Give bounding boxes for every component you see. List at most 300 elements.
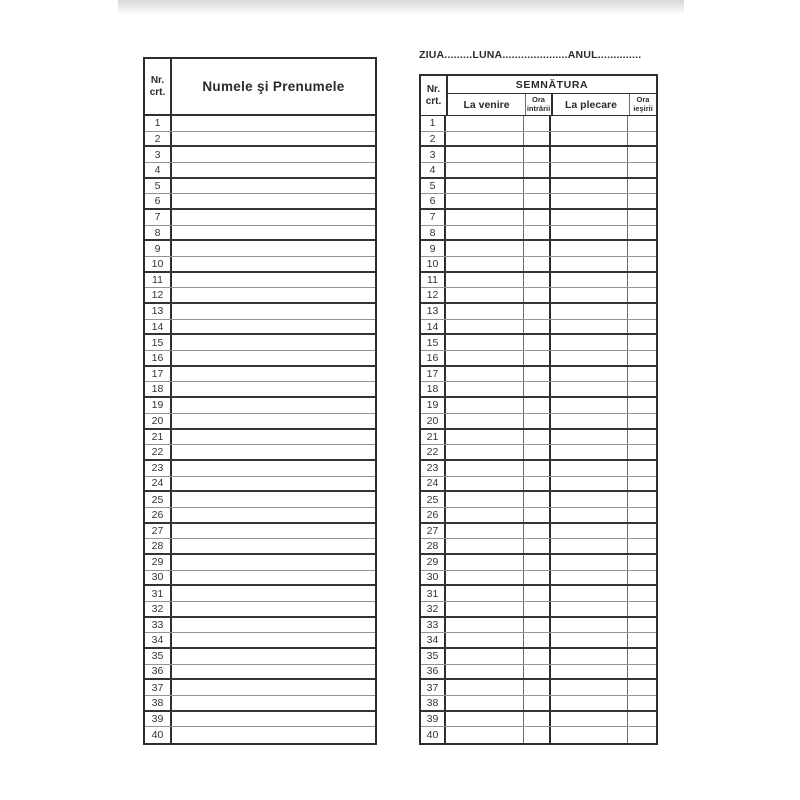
name-entry-cell bbox=[172, 571, 375, 585]
row-number: 33 bbox=[145, 618, 172, 633]
arrival-time-cell bbox=[524, 508, 551, 522]
arrival-signature-cell bbox=[446, 414, 524, 428]
arrival-signature-cell bbox=[446, 194, 524, 208]
table-row bbox=[421, 335, 656, 351]
table-row bbox=[145, 539, 375, 555]
arrival-time-cell bbox=[524, 524, 551, 539]
departure-time-cell bbox=[628, 696, 656, 710]
name-entry-cell bbox=[172, 680, 375, 695]
table-row bbox=[145, 257, 375, 273]
row-number: 6 bbox=[421, 194, 446, 208]
arrival-time-cell bbox=[524, 492, 551, 507]
table-row bbox=[421, 194, 656, 210]
row-number: 13 bbox=[145, 304, 172, 319]
arrival-signature-cell bbox=[446, 492, 524, 507]
departure-time-cell bbox=[628, 414, 656, 428]
departure-time-cell bbox=[628, 398, 656, 413]
departure-time-cell bbox=[628, 241, 656, 256]
departure-signature-cell bbox=[551, 179, 628, 194]
row-number: 16 bbox=[145, 351, 172, 365]
departure-signature-cell bbox=[551, 555, 628, 570]
departure-signature-cell bbox=[551, 226, 628, 240]
departure-time-cell bbox=[628, 179, 656, 194]
row-number: 5 bbox=[421, 179, 446, 194]
table-row bbox=[145, 241, 375, 257]
row-number: 2 bbox=[421, 132, 446, 146]
table-row bbox=[145, 288, 375, 304]
departure-signature-cell bbox=[551, 147, 628, 162]
table-row bbox=[145, 398, 375, 414]
names-table-body bbox=[145, 116, 375, 743]
departure-signature-cell bbox=[551, 602, 628, 616]
table-row bbox=[421, 602, 656, 618]
row-number: 19 bbox=[421, 398, 446, 413]
arrival-time-cell bbox=[524, 477, 551, 491]
arrival-time-cell bbox=[524, 680, 551, 695]
departure-time-cell bbox=[628, 602, 656, 616]
arrival-time-cell bbox=[524, 304, 551, 319]
departure-time-cell bbox=[628, 586, 656, 601]
name-entry-cell bbox=[172, 241, 375, 256]
departure-time-cell bbox=[628, 382, 656, 396]
arrival-time-cell bbox=[524, 398, 551, 413]
table-row bbox=[145, 555, 375, 571]
table-row bbox=[421, 633, 656, 649]
nr-label: Nr. bbox=[426, 84, 441, 95]
departure-time-cell bbox=[628, 508, 656, 522]
arrival-signature-cell bbox=[446, 586, 524, 601]
arrival-time-cell bbox=[524, 633, 551, 647]
row-number: 6 bbox=[145, 194, 172, 208]
row-number: 9 bbox=[421, 241, 446, 256]
table-row bbox=[145, 226, 375, 242]
arrival-signature-cell bbox=[446, 226, 524, 240]
departure-time-cell bbox=[628, 226, 656, 240]
row-number: 30 bbox=[421, 571, 446, 585]
row-number: 24 bbox=[421, 477, 446, 491]
nr-label: Nr. bbox=[150, 75, 165, 86]
table-row bbox=[421, 430, 656, 446]
arrival-time-cell bbox=[524, 602, 551, 616]
arrival-time-cell bbox=[524, 257, 551, 271]
name-entry-cell bbox=[172, 524, 375, 539]
table-row bbox=[421, 696, 656, 712]
row-number: 3 bbox=[421, 147, 446, 162]
arrival-time-cell bbox=[524, 539, 551, 553]
row-number: 33 bbox=[421, 618, 446, 633]
table-row bbox=[421, 398, 656, 414]
departure-signature-cell bbox=[551, 335, 628, 350]
departure-time-cell bbox=[628, 116, 656, 131]
row-number: 12 bbox=[421, 288, 446, 302]
departure-signature-cell bbox=[551, 132, 628, 146]
departure-signature-cell bbox=[551, 712, 628, 727]
row-number: 15 bbox=[421, 335, 446, 350]
departure-signature-cell bbox=[551, 633, 628, 647]
signature-subheaders bbox=[448, 94, 656, 115]
row-number: 13 bbox=[421, 304, 446, 319]
table-row bbox=[421, 477, 656, 493]
name-entry-cell bbox=[172, 430, 375, 445]
arrival-signature-cell bbox=[446, 539, 524, 553]
departure-signature-cell bbox=[551, 445, 628, 459]
departure-signature-cell bbox=[551, 288, 628, 302]
departure-time-cell bbox=[628, 665, 656, 679]
row-number: 27 bbox=[145, 524, 172, 539]
row-number: 23 bbox=[421, 461, 446, 476]
table-row bbox=[145, 351, 375, 367]
day-month-year-line: ZIUA.........LUNA.....................ANUL.............. bbox=[419, 49, 642, 61]
table-row bbox=[421, 226, 656, 242]
row-number: 24 bbox=[145, 477, 172, 491]
arrival-time-cell bbox=[524, 320, 551, 334]
departure-time-cell bbox=[628, 273, 656, 288]
name-entry-cell bbox=[172, 602, 375, 616]
row-number: 29 bbox=[421, 555, 446, 570]
departure-signature-cell bbox=[551, 273, 628, 288]
arrival-signature-cell bbox=[446, 696, 524, 710]
name-entry-cell bbox=[172, 461, 375, 476]
row-number: 37 bbox=[421, 680, 446, 695]
arrival-signature-cell bbox=[446, 179, 524, 194]
row-number: 20 bbox=[421, 414, 446, 428]
name-entry-cell bbox=[172, 586, 375, 601]
table-row bbox=[145, 712, 375, 728]
arrival-time-cell bbox=[524, 367, 551, 382]
table-row bbox=[145, 618, 375, 634]
departure-signature-cell bbox=[551, 727, 628, 743]
row-number: 9 bbox=[145, 241, 172, 256]
name-entry-cell bbox=[172, 492, 375, 507]
departure-time-cell bbox=[628, 367, 656, 382]
row-number: 4 bbox=[145, 163, 172, 177]
arrival-time-cell bbox=[524, 226, 551, 240]
departure-time-cell bbox=[628, 132, 656, 146]
arrival-signature-cell bbox=[446, 477, 524, 491]
departure-signature-cell bbox=[551, 398, 628, 413]
arrival-time-cell bbox=[524, 163, 551, 177]
table-row bbox=[145, 273, 375, 289]
table-row bbox=[421, 116, 656, 132]
row-number: 29 bbox=[145, 555, 172, 570]
table-row bbox=[145, 335, 375, 351]
arrival-signature-cell bbox=[446, 288, 524, 302]
table-row bbox=[421, 351, 656, 367]
table-row bbox=[421, 649, 656, 665]
arrival-signature-cell bbox=[446, 555, 524, 570]
arrival-time-cell bbox=[524, 147, 551, 162]
name-entry-cell bbox=[172, 288, 375, 302]
table-row bbox=[421, 586, 656, 602]
table-row bbox=[421, 555, 656, 571]
arrival-signature-cell bbox=[446, 727, 524, 743]
table-row bbox=[421, 179, 656, 195]
arrival-signature-cell bbox=[446, 257, 524, 271]
arrival-time-cell bbox=[524, 116, 551, 131]
departure-time-cell bbox=[628, 477, 656, 491]
table-row bbox=[145, 304, 375, 320]
arrival-time-cell bbox=[524, 351, 551, 365]
departure-signature-cell bbox=[551, 257, 628, 271]
arrival-signature-cell bbox=[446, 430, 524, 445]
departure-signature-cell bbox=[551, 320, 628, 334]
row-number: 26 bbox=[145, 508, 172, 522]
table-row bbox=[145, 649, 375, 665]
row-number: 35 bbox=[145, 649, 172, 664]
departure-time-cell bbox=[628, 147, 656, 162]
departure-signature-cell bbox=[551, 571, 628, 585]
signature-table-header bbox=[421, 76, 656, 116]
name-entry-cell bbox=[172, 696, 375, 710]
row-number: 22 bbox=[145, 445, 172, 459]
table-row bbox=[421, 539, 656, 555]
row-number: 10 bbox=[421, 257, 446, 271]
arrival-time-cell bbox=[524, 696, 551, 710]
row-number: 4 bbox=[421, 163, 446, 177]
row-number: 12 bbox=[145, 288, 172, 302]
departure-signature-cell bbox=[551, 696, 628, 710]
arrival-time-cell bbox=[524, 288, 551, 302]
arrival-time-cell bbox=[524, 414, 551, 428]
row-number: 7 bbox=[421, 210, 446, 225]
table-row bbox=[421, 320, 656, 336]
name-entry-cell bbox=[172, 414, 375, 428]
row-number: 35 bbox=[421, 649, 446, 664]
departure-time-cell bbox=[628, 461, 656, 476]
table-row bbox=[421, 445, 656, 461]
name-entry-cell bbox=[172, 382, 375, 396]
row-number: 40 bbox=[421, 727, 446, 743]
signature-table-body bbox=[421, 116, 656, 743]
arrival-time-cell bbox=[524, 194, 551, 208]
signature-group-title: SEMNĂTURA bbox=[448, 76, 656, 94]
name-entry-cell bbox=[172, 210, 375, 225]
row-number: 11 bbox=[145, 273, 172, 288]
row-number: 39 bbox=[421, 712, 446, 727]
row-number: 23 bbox=[145, 461, 172, 476]
departure-time-cell bbox=[628, 712, 656, 727]
table-row bbox=[421, 163, 656, 179]
row-number: 39 bbox=[145, 712, 172, 727]
table-row bbox=[421, 367, 656, 383]
row-number: 36 bbox=[145, 665, 172, 679]
table-row bbox=[145, 665, 375, 681]
row-number: 27 bbox=[421, 524, 446, 539]
table-row bbox=[145, 194, 375, 210]
nr-crt-header-cell bbox=[421, 76, 448, 115]
arrival-time-cell bbox=[524, 241, 551, 256]
crt-label: crt. bbox=[149, 86, 166, 98]
row-number: 10 bbox=[145, 257, 172, 271]
name-column-header: Numele şi Prenumele bbox=[202, 79, 345, 94]
table-row bbox=[145, 680, 375, 696]
departure-signature-cell bbox=[551, 210, 628, 225]
departure-signature-cell bbox=[551, 194, 628, 208]
table-row bbox=[421, 680, 656, 696]
table-row bbox=[421, 147, 656, 163]
table-row bbox=[421, 241, 656, 257]
row-number: 25 bbox=[421, 492, 446, 507]
row-number: 14 bbox=[145, 320, 172, 334]
table-row bbox=[145, 430, 375, 446]
arrival-signature-cell bbox=[446, 273, 524, 288]
departure-signature-cell bbox=[551, 524, 628, 539]
arrival-signature-cell bbox=[446, 665, 524, 679]
row-number: 1 bbox=[145, 116, 172, 131]
departure-signature-cell bbox=[551, 163, 628, 177]
table-row bbox=[145, 524, 375, 540]
departure-time-column-header: Ora ieşirii bbox=[633, 95, 653, 113]
table-row bbox=[421, 727, 656, 743]
table-row bbox=[421, 618, 656, 634]
departure-time-cell bbox=[628, 430, 656, 445]
departure-time-cell bbox=[628, 194, 656, 208]
departure-signature-cell bbox=[551, 367, 628, 382]
arrival-time-cell bbox=[524, 132, 551, 146]
row-number: 37 bbox=[145, 680, 172, 695]
arrival-time-cell bbox=[524, 618, 551, 633]
departure-signature-cell bbox=[551, 680, 628, 695]
table-row bbox=[145, 477, 375, 493]
row-number: 31 bbox=[421, 586, 446, 601]
crt-label: crt. bbox=[425, 95, 442, 107]
arrival-signature-cell bbox=[446, 445, 524, 459]
table-row bbox=[421, 712, 656, 728]
table-row bbox=[421, 665, 656, 681]
arrival-time-cell bbox=[524, 555, 551, 570]
name-entry-cell bbox=[172, 304, 375, 319]
table-row bbox=[145, 179, 375, 195]
arrival-time-cell bbox=[524, 649, 551, 664]
row-number: 21 bbox=[421, 430, 446, 445]
name-entry-cell bbox=[172, 649, 375, 664]
departure-signature-cell bbox=[551, 304, 628, 319]
table-row bbox=[145, 414, 375, 430]
table-row bbox=[145, 163, 375, 179]
row-number: 34 bbox=[421, 633, 446, 647]
departure-signature-cell bbox=[551, 586, 628, 601]
table-row bbox=[421, 461, 656, 477]
row-number: 30 bbox=[145, 571, 172, 585]
table-row bbox=[421, 257, 656, 273]
name-entry-cell bbox=[172, 727, 375, 743]
arrival-signature-cell bbox=[446, 241, 524, 256]
departure-time-cell bbox=[628, 210, 656, 225]
departure-time-cell bbox=[628, 524, 656, 539]
departure-signature-cell bbox=[551, 508, 628, 522]
row-number: 17 bbox=[145, 367, 172, 382]
departure-signature-cell bbox=[551, 618, 628, 633]
departure-signature-cell bbox=[551, 665, 628, 679]
arrival-signature-cell bbox=[446, 508, 524, 522]
arrival-time-cell bbox=[524, 586, 551, 601]
arrival-signature-cell bbox=[446, 571, 524, 585]
departure-signature-cell bbox=[551, 649, 628, 664]
table-row bbox=[421, 508, 656, 524]
name-entry-cell bbox=[172, 116, 375, 131]
row-number: 18 bbox=[145, 382, 172, 396]
arrival-signature-cell bbox=[446, 712, 524, 727]
name-entry-cell bbox=[172, 320, 375, 334]
name-entry-cell bbox=[172, 508, 375, 522]
row-number: 19 bbox=[145, 398, 172, 413]
table-row bbox=[145, 116, 375, 132]
arrival-signature-cell bbox=[446, 335, 524, 350]
departure-signature-cell bbox=[551, 430, 628, 445]
row-number: 32 bbox=[421, 602, 446, 616]
table-row bbox=[145, 633, 375, 649]
row-number: 7 bbox=[145, 210, 172, 225]
departure-time-cell bbox=[628, 618, 656, 633]
name-entry-cell bbox=[172, 273, 375, 288]
arrival-time-cell bbox=[524, 665, 551, 679]
departure-time-cell bbox=[628, 257, 656, 271]
row-number: 28 bbox=[421, 539, 446, 553]
departure-time-cell bbox=[628, 727, 656, 743]
row-number: 21 bbox=[145, 430, 172, 445]
table-row bbox=[145, 727, 375, 743]
departure-signature-cell bbox=[551, 539, 628, 553]
arrival-time-cell bbox=[524, 179, 551, 194]
arrival-signature-cell bbox=[446, 147, 524, 162]
table-row bbox=[145, 367, 375, 383]
departure-time-cell bbox=[628, 320, 656, 334]
arrival-signature-cell bbox=[446, 398, 524, 413]
row-number: 40 bbox=[145, 727, 172, 743]
departure-signature-cell bbox=[551, 414, 628, 428]
departure-time-cell bbox=[628, 649, 656, 664]
departure-signature-cell bbox=[551, 382, 628, 396]
arrival-signature-cell bbox=[446, 633, 524, 647]
departure-time-cell bbox=[628, 539, 656, 553]
arrival-time-column-header: Ora intrării bbox=[526, 94, 553, 115]
departure-time-cell bbox=[628, 288, 656, 302]
arrival-time-cell bbox=[524, 210, 551, 225]
table-row bbox=[145, 147, 375, 163]
row-number: 14 bbox=[421, 320, 446, 334]
name-entry-cell bbox=[172, 712, 375, 727]
row-number: 17 bbox=[421, 367, 446, 382]
name-entry-cell bbox=[172, 539, 375, 553]
arrival-signature-cell bbox=[446, 524, 524, 539]
row-number: 36 bbox=[421, 665, 446, 679]
row-number: 1 bbox=[421, 116, 446, 131]
departure-time-cell bbox=[628, 492, 656, 507]
row-number: 26 bbox=[421, 508, 446, 522]
departure-time-cell bbox=[628, 163, 656, 177]
name-entry-cell bbox=[172, 351, 375, 365]
row-number: 28 bbox=[145, 539, 172, 553]
table-row bbox=[145, 461, 375, 477]
table-row bbox=[145, 320, 375, 336]
row-number: 32 bbox=[145, 602, 172, 616]
departure-signature-cell bbox=[551, 241, 628, 256]
table-row bbox=[145, 445, 375, 461]
departure-time-cell bbox=[628, 555, 656, 570]
name-entry-cell bbox=[172, 445, 375, 459]
row-number: 2 bbox=[145, 132, 172, 146]
page-top-edge-shadow bbox=[118, 0, 684, 15]
departure-time-cell bbox=[628, 304, 656, 319]
departure-time-cell bbox=[628, 571, 656, 585]
table-row bbox=[145, 586, 375, 602]
table-row bbox=[145, 382, 375, 398]
signature-header-group bbox=[448, 76, 656, 115]
arrival-signature-cell bbox=[446, 382, 524, 396]
name-entry-cell bbox=[172, 147, 375, 162]
departure-signature-cell bbox=[551, 492, 628, 507]
arrival-time-cell bbox=[524, 273, 551, 288]
